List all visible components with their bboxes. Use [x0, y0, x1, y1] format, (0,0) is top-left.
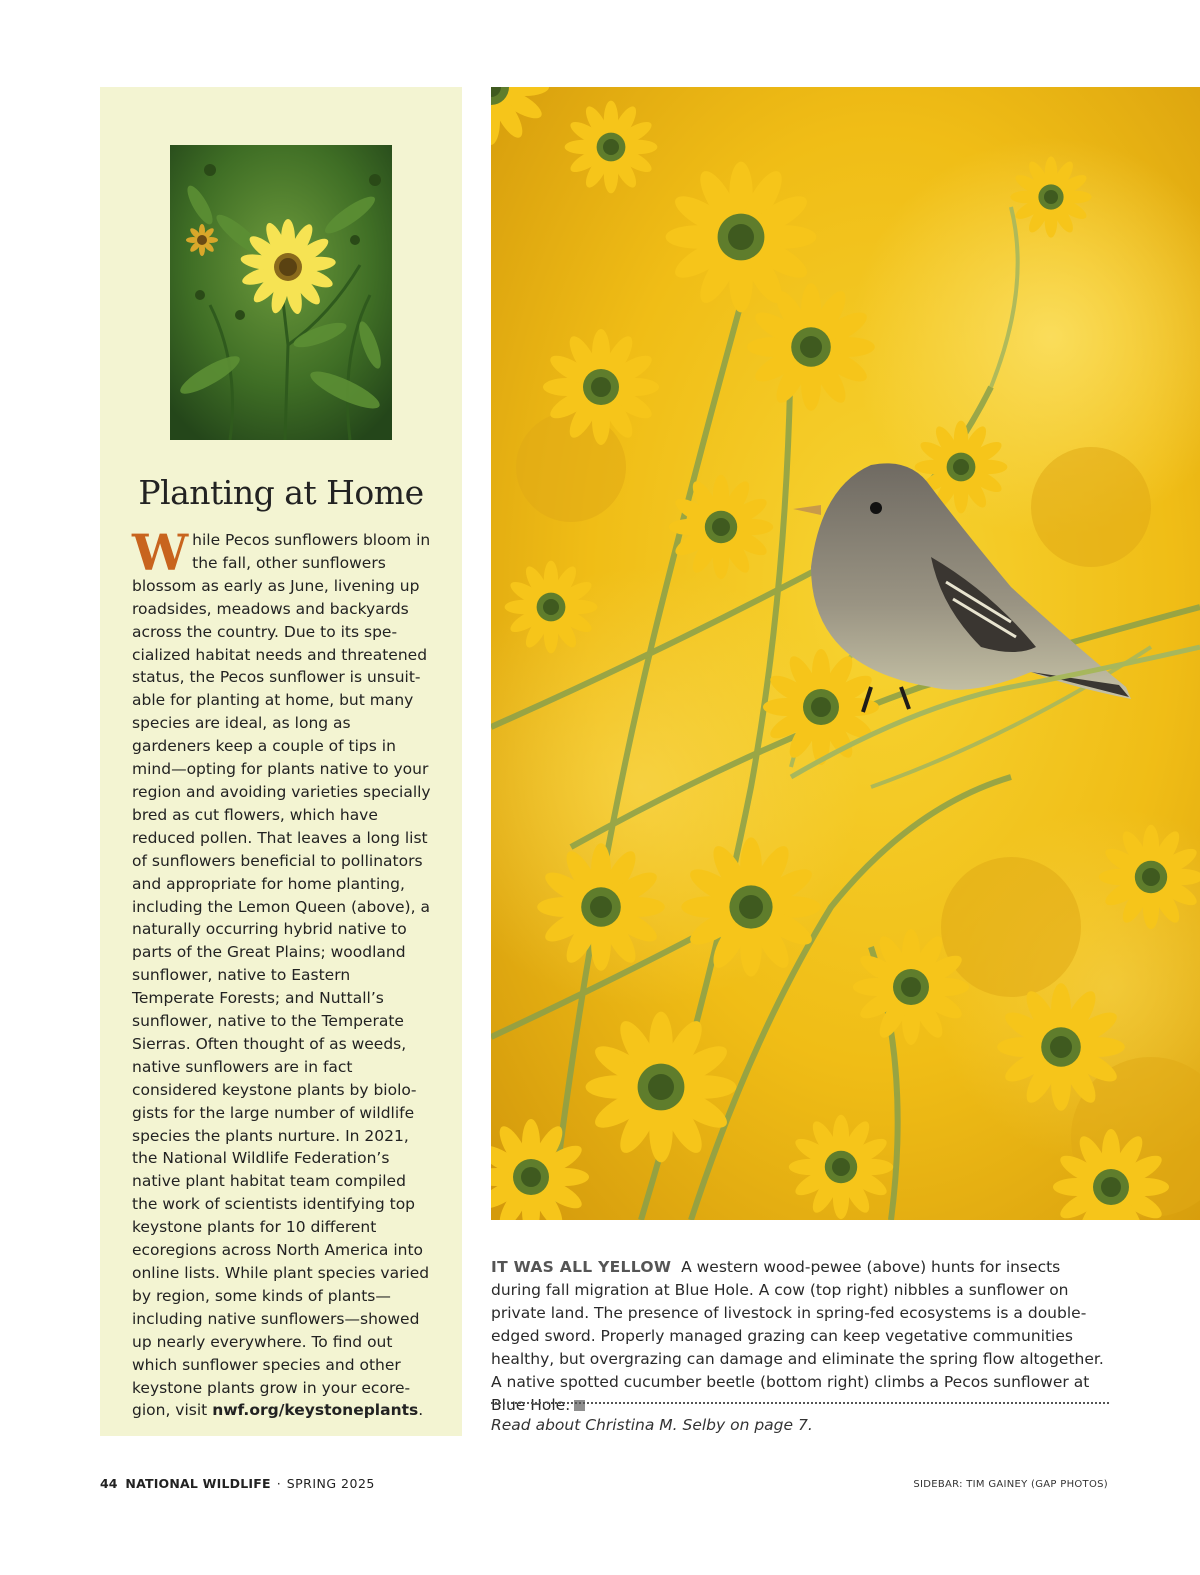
issue-date: SPRING 2025 — [286, 1476, 375, 1491]
sidebar-panel — [100, 87, 462, 1436]
page-number: 44 — [100, 1476, 118, 1491]
page-footer — [100, 1476, 375, 1491]
sidebar-body — [132, 523, 434, 1422]
sidebar-body-text: hile Pecos sunflowers bloom in the fall, other sunflowers blossom as early as June, livening up roadsides, meadows and backyards across the country. Due to its specialized habitat needs and threatened status, the Pecos sunflower is unsuitable for planting at home, but many species are ideal, as long as gardeners keep a couple of tips in mind—opting for plants native to your region and avoiding varieties specially bred as cut flowers, which have reduced pollen. That leaves a long list of sunflowers beneficial to pollinators and appropriate for home planting, including the Lemon Queen (above), a naturally occurring hybrid native to parts of the Great Plains; woodland sunflower, native to Eastern Temperate Forests; and Nuttall’s sunflower, native to the Temperate Sierras. Often thought of as weeds, native sunflowers are in fact considered keystone plants by biologists for the large number of wildlife species the plants nurture. In 2021, the National Wildlife Federation’s native plant habitat team compiled the work of scientists identifying top keystone plants for 10 different ecoregions across North America into online lists. While plant species varied by region, some kinds of plants—including native sunflowers—showed up nearly everywhere. To find out which sunflower species and other keystone plants grow in your ecoregion, visit — [132, 531, 431, 1420]
author-note: Read about Christina M. Selby on page 7. — [491, 1416, 813, 1434]
sidebar-body-end: . — [418, 1401, 424, 1420]
footer-separator: · — [276, 1476, 281, 1491]
sidebar-title: Planting at Home — [138, 473, 424, 512]
lemon-queen-sunflower-photo — [170, 145, 392, 440]
photo-caption — [491, 1256, 1115, 1417]
caption-lead: IT WAS ALL YELLOW — [491, 1258, 672, 1276]
photo-credit: SIDEBAR: TIM GAINEY (GAP PHOTOS) — [913, 1479, 1108, 1490]
keystone-plants-link[interactable]: nwf.org/keystoneplants — [212, 1401, 419, 1420]
magazine-name: NATIONAL WILDLIFE — [125, 1476, 271, 1491]
dotted-divider — [491, 1402, 1109, 1404]
wood-pewee-sunflowers-photo — [491, 87, 1200, 1220]
caption-text: A western wood-pewee (above) hunts for insects during fall migration at Blue Hole. A cow (top right) nibbles a sunflower on private land. The presence of livestock in spring-fed ecosystems is a double-edged sword. Properly managed grazing can keep vegetative communities healthy, but overgrazing can damage and eliminate the spring flow altogether. A native spotted cucumber beetle (bottom right) climbs a Pecos sunflower at Blue Hole. — [491, 1258, 1104, 1414]
drop-cap: W — [132, 523, 189, 582]
